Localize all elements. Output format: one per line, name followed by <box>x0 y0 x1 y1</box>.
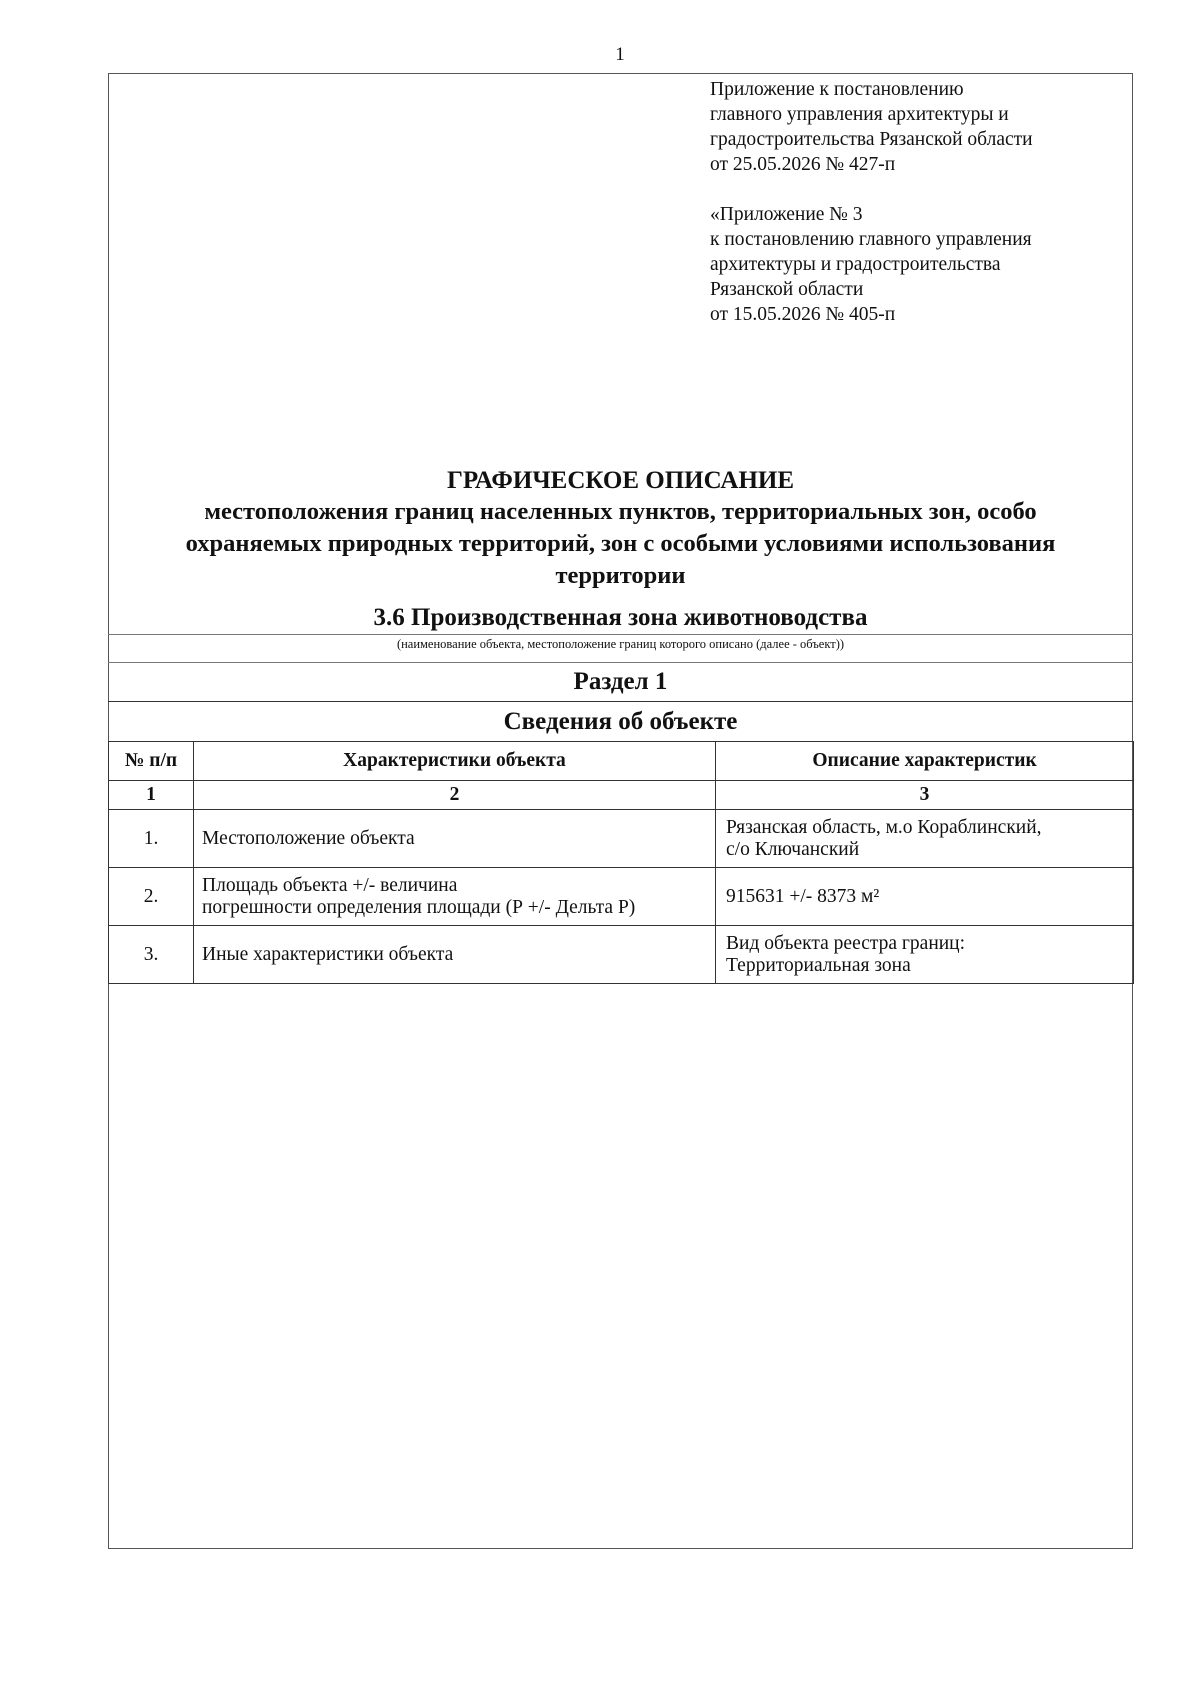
description-cell <box>716 810 1134 868</box>
description-cell <box>716 868 1134 926</box>
row-number: 2. <box>109 868 194 926</box>
characteristic-text: Местоположение объекта <box>202 827 415 849</box>
column-number-row <box>109 781 1134 810</box>
appendix-line: «Приложение № 3 <box>710 204 863 225</box>
appendix-line: Приложение к постановлению <box>710 79 964 100</box>
appendix-spacer <box>710 177 1033 202</box>
characteristic-cell <box>194 868 716 926</box>
appendix-line: главного управления архитектуры и <box>710 104 1009 125</box>
section-subtitle: Сведения об объекте <box>503 708 738 735</box>
description-text: Территориальная зона <box>726 954 911 976</box>
description-text: Вид объекта реестра границ: <box>726 932 966 954</box>
column-number: 2 <box>194 781 716 810</box>
appendix-line: архитектуры и градостроительства <box>710 254 1001 275</box>
table-header-row <box>109 742 1134 781</box>
description-cell <box>716 926 1134 984</box>
description-text: с/о Ключанский <box>726 838 860 860</box>
characteristic-cell <box>194 810 716 868</box>
characteristic-text: Иные характеристики объекта <box>202 943 454 965</box>
description-text: 915631 +/- 8373 м² <box>726 885 880 907</box>
title-sub-line: территории <box>555 562 686 589</box>
table-row <box>109 810 1134 868</box>
appendix-line: от 15.05.2026 № 405-п <box>710 304 896 325</box>
characteristic-text: погрешности определения площади (Р +/- Дельта Р) <box>202 896 636 918</box>
row-number: 1. <box>109 810 194 868</box>
column-header: Характеристики объекта <box>194 742 716 781</box>
table-row <box>109 868 1134 926</box>
object-caption: (наименование объекта, местоположение границ которого описано (далее - объект)) <box>396 637 845 651</box>
table-row <box>109 926 1134 984</box>
column-header: Описание характеристик <box>716 742 1134 781</box>
appendix-line: от 25.05.2026 № 427-п <box>710 154 896 175</box>
title-sub-line: местоположения границ населенных пунктов, территориальных зон, особо <box>204 498 1037 525</box>
column-header: № п/п <box>109 742 194 781</box>
object-info-table <box>108 741 1134 984</box>
column-number: 1 <box>109 781 194 810</box>
appendix-line: Рязанской области <box>710 279 864 300</box>
appendix-line: к постановлению главного управления <box>710 229 1032 250</box>
page-number: 1 <box>615 44 625 65</box>
document-title <box>108 466 1133 592</box>
divider <box>108 634 1133 635</box>
description-text: Рязанская область, м.о Кораблинский, <box>726 816 1042 838</box>
appendix-header <box>710 77 1033 327</box>
title-main: ГРАФИЧЕСКОЕ ОПИСАНИЕ <box>446 467 795 494</box>
characteristic-text: Площадь объекта +/- величина <box>202 874 458 896</box>
section-title: Раздел 1 <box>108 662 1133 702</box>
appendix-line: градостроительства Рязанской области <box>710 129 1033 150</box>
characteristic-cell <box>194 926 716 984</box>
row-number: 3. <box>109 926 194 984</box>
title-sub-line: охраняемых природных территорий, зон с особыми условиями использования <box>185 530 1056 557</box>
object-name: 3.6 Производственная зона животноводства <box>373 604 868 631</box>
column-number: 3 <box>716 781 1134 810</box>
